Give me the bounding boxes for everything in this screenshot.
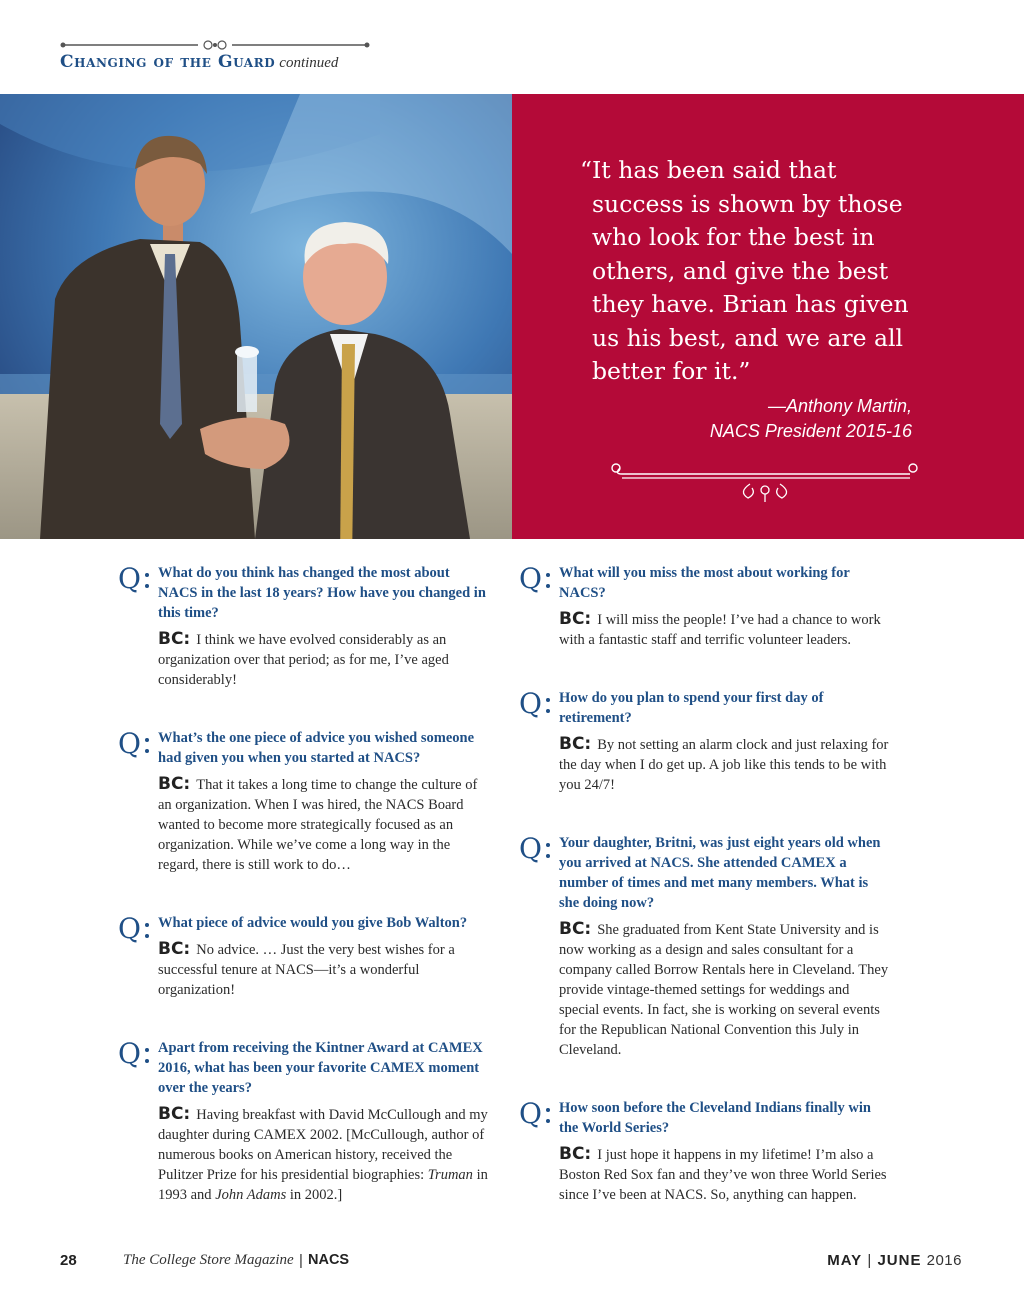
question-marker: Q bbox=[118, 1037, 141, 1070]
qa-item bbox=[118, 1038, 488, 1205]
section-title: Changing of the Guard continued bbox=[60, 52, 339, 72]
question-text: What do you think has changed the most about NACS in the last 18 years? How have you changed in this time? bbox=[158, 565, 486, 621]
question-text: How do you plan to spend your first day of retirement? bbox=[559, 690, 824, 726]
answer-text: BC: Having breakfast with David McCullough and my daughter during CAMEX 2002. [McCullough, author of numerous books on American history, received the Pulitzer Prize for his presidential biographies: Truman in 1993 and John Adams in 2002.] bbox=[158, 1104, 488, 1203]
qa-item bbox=[118, 563, 488, 690]
quote-attribution bbox=[710, 394, 912, 444]
question-text: Your daughter, Britni, was just eight years old when you arrived at NACS. She attended CAMEX a number of times and met many members. What is she doing now? bbox=[559, 835, 881, 911]
answer-text: BC: She graduated from Kent State University and is now working as a design and sales consultant for a company called Borrow Rentals here in Cleveland. They provide vintage-themed settings for weddings and special events. In fact, she is working on several events for the Republican National Convention this July in Cleveland. bbox=[559, 919, 889, 1058]
continued-label: continued bbox=[279, 55, 339, 71]
qa-item bbox=[118, 913, 488, 1000]
divider-ornament-icon bbox=[60, 38, 370, 52]
page-footer bbox=[0, 1252, 1024, 1272]
quote-author-title: NACS President 2015-16 bbox=[709, 421, 912, 441]
question-marker: Q bbox=[519, 687, 542, 720]
qa-item bbox=[519, 563, 889, 650]
answer-text: BC: I think we have evolved considerably as an organization over that period; as for me, I’ve aged considerably! bbox=[158, 629, 449, 688]
qa-item bbox=[519, 688, 889, 795]
pull-quote-text: “It has been said that success is shown by those who look for the best in others, and give the best they have. Brian has given us his best, and we are all better for it.” bbox=[580, 156, 909, 385]
qa-item bbox=[519, 833, 889, 1060]
question-marker: Q bbox=[118, 562, 141, 595]
quote-ornament-icon bbox=[610, 462, 920, 502]
answer-text: BC: That it takes a long time to change the culture of an organization. When I was hired, the NACS Board wanted to become more strategically focused as an organization. While we’ve come a long way in the regard, there is still work to do… bbox=[158, 774, 478, 873]
pull-quote-panel bbox=[512, 94, 1024, 539]
question-text: How soon before the Cleveland Indians finally win the World Series? bbox=[559, 1100, 871, 1136]
answer-text: BC: No advice. … Just the very best wishes for a successful tenure at NACS—it’s a wonderful organization! bbox=[158, 939, 455, 998]
answer-text: BC: I will miss the people! I’ve had a chance to work with a fantastic staff and terrific volunteer leaders. bbox=[559, 609, 881, 648]
quote-author: —Anthony Martin, bbox=[767, 396, 912, 416]
answer-text: BC: By not setting an alarm clock and just relaxing for the day when I do get up. A job like this tends to be with you 24/7! bbox=[559, 734, 889, 793]
question-marker: Q bbox=[118, 912, 141, 945]
issue-date: MAY | JUNE 2016 bbox=[827, 1252, 962, 1269]
magazine-org: NACS bbox=[308, 1252, 350, 1268]
question-text: What piece of advice would you give Bob Walton? bbox=[158, 915, 468, 931]
question-marker: Q bbox=[519, 1097, 542, 1130]
magazine-title: The College Store Magazine bbox=[123, 1252, 294, 1268]
page-number: 28 bbox=[60, 1252, 77, 1269]
question-marker: Q bbox=[519, 832, 542, 865]
qa-column-right bbox=[519, 563, 889, 1205]
qa-column-left bbox=[118, 563, 488, 1205]
footer-separator: | bbox=[299, 1252, 303, 1269]
question-marker: Q bbox=[519, 562, 542, 595]
qa-item bbox=[519, 1098, 889, 1205]
question-text: What will you miss the most about working for NACS? bbox=[559, 565, 850, 601]
question-text: What’s the one piece of advice you wished someone had given you when you started at NACS? bbox=[158, 730, 475, 766]
answer-text: BC: I just hope it happens in my lifetime! I’m also a Boston Red Sox fan and they’ve won three World Series since I’ve been at NACS. So, anything can happen. bbox=[559, 1144, 887, 1203]
question-marker: Q bbox=[118, 727, 141, 760]
award-photo bbox=[0, 94, 512, 539]
qa-item bbox=[118, 728, 488, 875]
question-text: Apart from receiving the Kintner Award at CAMEX 2016, what has been your favorite CAMEX moment over the years? bbox=[158, 1040, 483, 1096]
